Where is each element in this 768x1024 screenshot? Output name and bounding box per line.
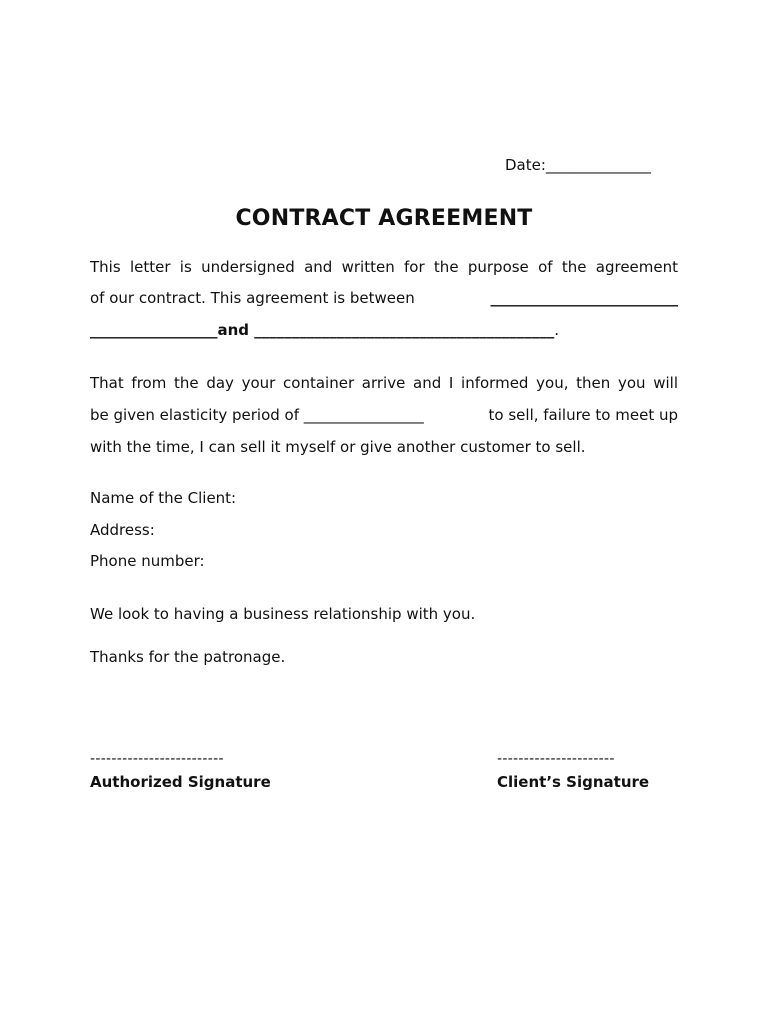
client-address-field: Address: <box>90 521 155 539</box>
terms-line-2 <box>90 406 678 424</box>
document-title: CONTRACT AGREEMENT <box>235 206 533 231</box>
client-signature-line: ---------------------- <box>497 751 615 767</box>
authorized-signature-line: ------------------------- <box>90 751 224 767</box>
party-one-blank: _________________________ <box>490 289 678 307</box>
date-line <box>505 156 651 174</box>
client-name-field: Name of the Client: <box>90 489 237 507</box>
client-signature-label: Client’s Signature <box>497 773 650 791</box>
party-one-blank-continued: _________________ <box>90 321 218 339</box>
terms-line-2-post: to sell, failure to meet up <box>488 406 678 424</box>
date-blank: ______________ <box>545 156 651 174</box>
intro-line-1: This letter is undersigned and written for the purpose of the agreement <box>90 258 678 276</box>
intro-line-2-text: of our contract. This agreement is between <box>90 289 415 307</box>
terms-line-3: with the time, I can sell it myself or give another customer to sell. <box>90 438 586 456</box>
intro-line-2 <box>90 289 678 307</box>
date-label: Date: <box>505 156 546 174</box>
terms-line-2-pre: be given elasticity period of <box>90 406 304 424</box>
thanks-text: Thanks for the patronage. <box>90 648 286 666</box>
party-two-blank: ________________________________________ <box>254 321 555 339</box>
relationship-text: We look to having a business relationship with you. <box>90 605 476 623</box>
intro-period: . <box>554 321 560 339</box>
intro-line-3 <box>90 321 559 339</box>
and-word: and <box>217 321 255 339</box>
authorized-signature-label: Authorized Signature <box>90 773 271 791</box>
period-blank: ________________ <box>303 406 424 424</box>
client-phone-field: Phone number: <box>90 552 205 570</box>
terms-line-1: That from the day your container arrive and I informed you, then you will <box>90 374 678 392</box>
